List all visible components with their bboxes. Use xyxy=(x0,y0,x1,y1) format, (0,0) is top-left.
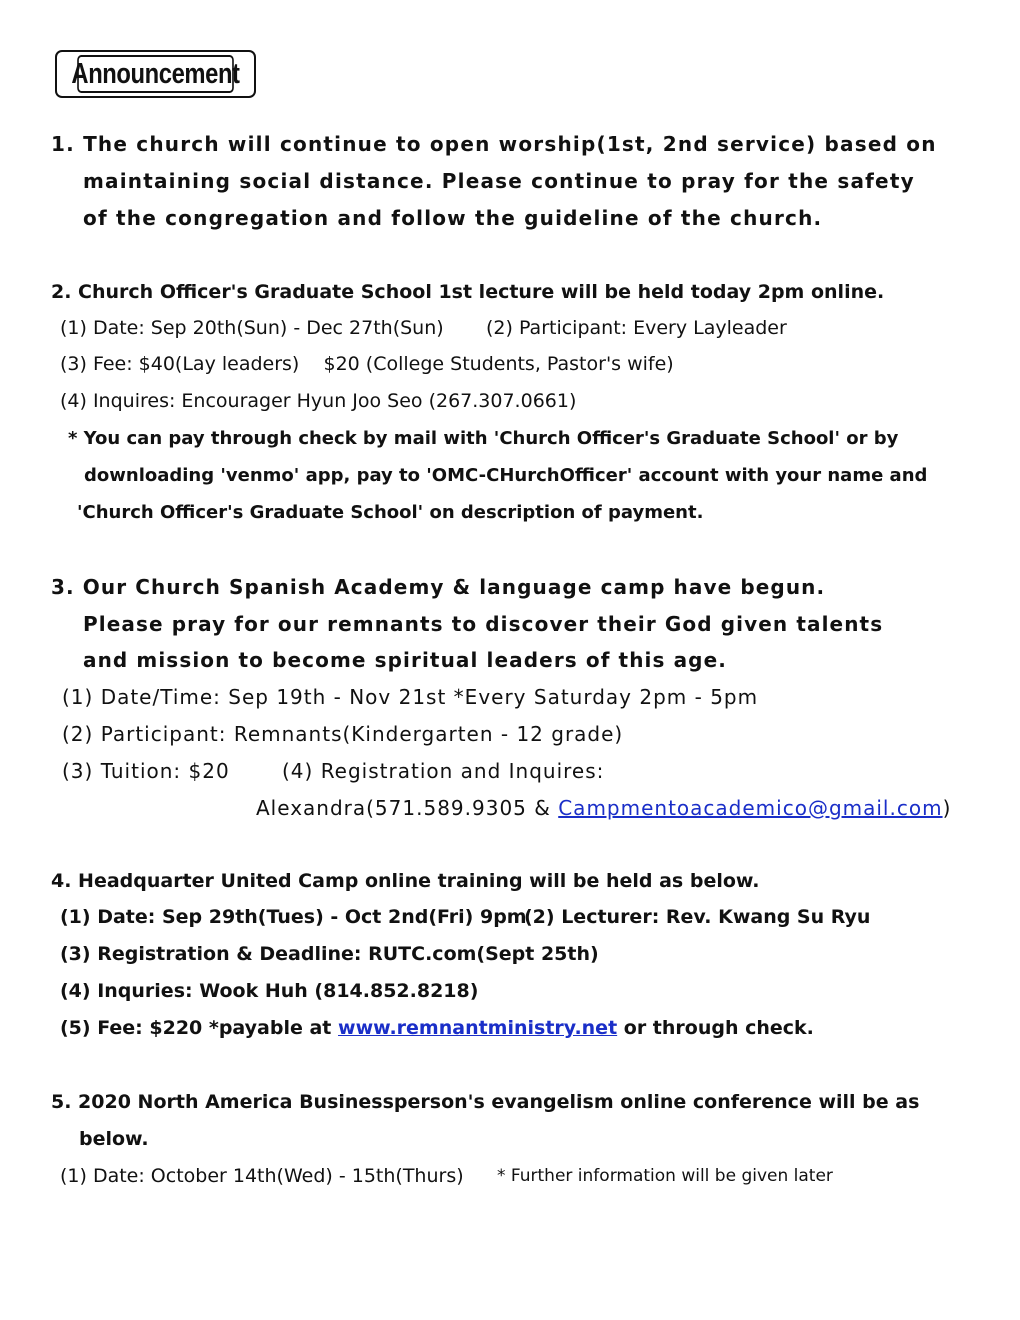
item4-fee-suffix: or through check. xyxy=(617,1017,814,1039)
item3-contact xyxy=(256,798,951,818)
item3-line3: and mission to become spiritual leaders of this age. xyxy=(83,648,727,672)
item1-line3: of the congregation and follow the guideline of the church. xyxy=(83,206,823,230)
item2-note-line1: * You can pay through check by mail with 'Church Officer's Graduate School' or by xyxy=(68,428,899,449)
item5-date: (1) Date: October 14th(Wed) - 15th(Thurs) xyxy=(60,1165,464,1187)
contact-email-link[interactable]: Campmentoacademico@gmail.com xyxy=(558,796,943,820)
item4-fee-prefix: (5) Fee: $220 *payable at xyxy=(60,1017,339,1039)
item3-participant: (2) Participant: Remnants(Kindergarten - 12 grade) xyxy=(62,722,624,746)
item2-note-line2: downloading 'venmo' app, pay to 'OMC-CHurchOfficer' account with your name and xyxy=(84,465,928,486)
item4-registration: (3) Registration & Deadline: RUTC.com(Sept 25th) xyxy=(60,943,599,965)
item3-contact-suffix: ) xyxy=(942,796,952,820)
item4-date: (1) Date: Sep 29th(Tues) - Oct 2nd(Fri) 9pm xyxy=(60,906,527,928)
item5-heading-cont: below. xyxy=(79,1128,149,1150)
item2-heading: 2. Church Officer's Graduate School 1st lecture will be held today 2pm online. xyxy=(51,281,885,303)
remnantministry-link[interactable]: www.remnantministry.net xyxy=(338,1017,618,1039)
item5-note: * Further information will be given later xyxy=(497,1166,833,1186)
item4-heading: 4. Headquarter United Camp online training will be held as below. xyxy=(51,870,760,892)
item2-note-line3: 'Church Officer's Graduate School' on description of payment. xyxy=(77,502,704,523)
item4-inquiries: (4) Inquries: Wook Huh (814.852.8218) xyxy=(60,980,479,1002)
item3-contact-prefix: Alexandra(571.589.9305 & xyxy=(256,796,559,820)
announcement-title-box xyxy=(55,50,256,98)
item4-fee xyxy=(60,1019,814,1038)
item3-registration: (4) Registration and Inquires: xyxy=(282,759,605,783)
item2-inquires: (4) Inquires: Encourager Hyun Joo Seo (267.307.0661) xyxy=(60,390,577,412)
item2-fee: (3) Fee: $40(Lay leaders) $20 (College Students, Pastor's wife) xyxy=(60,353,674,375)
item1-line2: maintaining social distance. Please continue to pray for the safety xyxy=(83,169,915,193)
item3-line1: 3. Our Church Spanish Academy & language camp have begun. xyxy=(51,575,826,599)
item3-datetime: (1) Date/Time: Sep 19th - Nov 21st *Every Saturday 2pm - 5pm xyxy=(62,685,759,709)
page-title: Announcement xyxy=(77,55,234,93)
item2-participant: (2) Participant: Every Layleader xyxy=(486,317,787,339)
item3-tuition: (3) Tuition: $20 xyxy=(62,759,230,783)
item5-heading: 5. 2020 North America Businessperson's evangelism online conference will be as xyxy=(51,1091,920,1113)
item2-date: (1) Date: Sep 20th(Sun) - Dec 27th(Sun) xyxy=(60,317,444,339)
item1-line1: 1. The church will continue to open worship(1st, 2nd service) based on xyxy=(51,132,937,156)
item4-lecturer: (2) Lecturer: Rev. Kwang Su Ryu xyxy=(524,906,871,928)
item3-line2: Please pray for our remnants to discover their God given talents xyxy=(83,612,884,636)
